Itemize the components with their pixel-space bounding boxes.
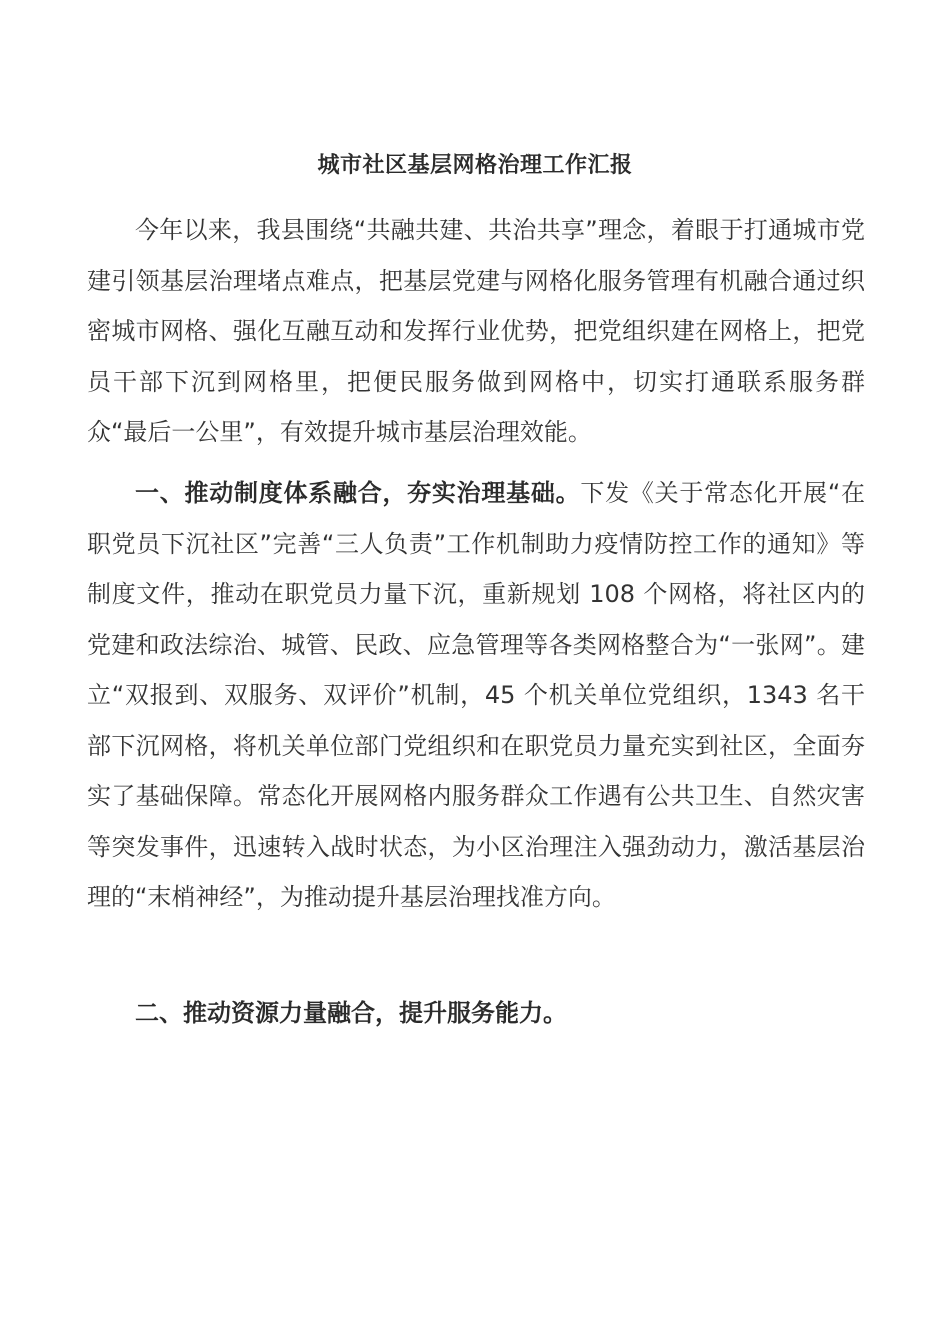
intro-text: 今年以来，我县围绕“共融共建、共治共享”理念，着眼于打通城市党建引领基层治理堵点难点，把基层党建与网格化服务管理有机融合通过织密城市网格、强化互融互动和发挥行业优势，把党组织建在网格上，把党员干部下沉到网格里，把便民服务做到网格中，切实打通联系服务群众“最后一公里”，有效提升城市基层治理效能。 [87, 216, 865, 446]
document-title: 城市社区基层网格治理工作汇报 [317, 153, 633, 178]
section-2-heading: 二、推动资源力量融合，提升服务能力。 [135, 999, 567, 1027]
section-1-heading: 一、推动制度体系融合，夯实治理基础。 [135, 479, 581, 507]
section-1-paragraph [87, 468, 865, 923]
section-2-paragraph [87, 988, 865, 1039]
section-1-body: 下发《关于常态化开展“在职党员下沉社区”完善“三人负责”工作机制助力疫情防控工作的通知》等制度文件，推动在职党员力量下沉，重新规划 108 个网格，将社区内的党建和政法综治、城管、民政、应急管理等各类网格整合为“一张网”。建立“双报到、双服务、双评价”机制，45 个机关单位党组织，1343 名干部下沉网格，将机关单位部门党组织和在职党员力量充实到社区，全面夯实了基础保障。常态化开展网格内服务群众工作遇有公共卫生、自然灾害等突发事件，迅速转入战时状态，为小区治理注入强劲动力，激活基层治理的“末梢神经”，为推动提升基层治理找准方向。 [87, 479, 866, 911]
intro-paragraph [87, 205, 865, 458]
